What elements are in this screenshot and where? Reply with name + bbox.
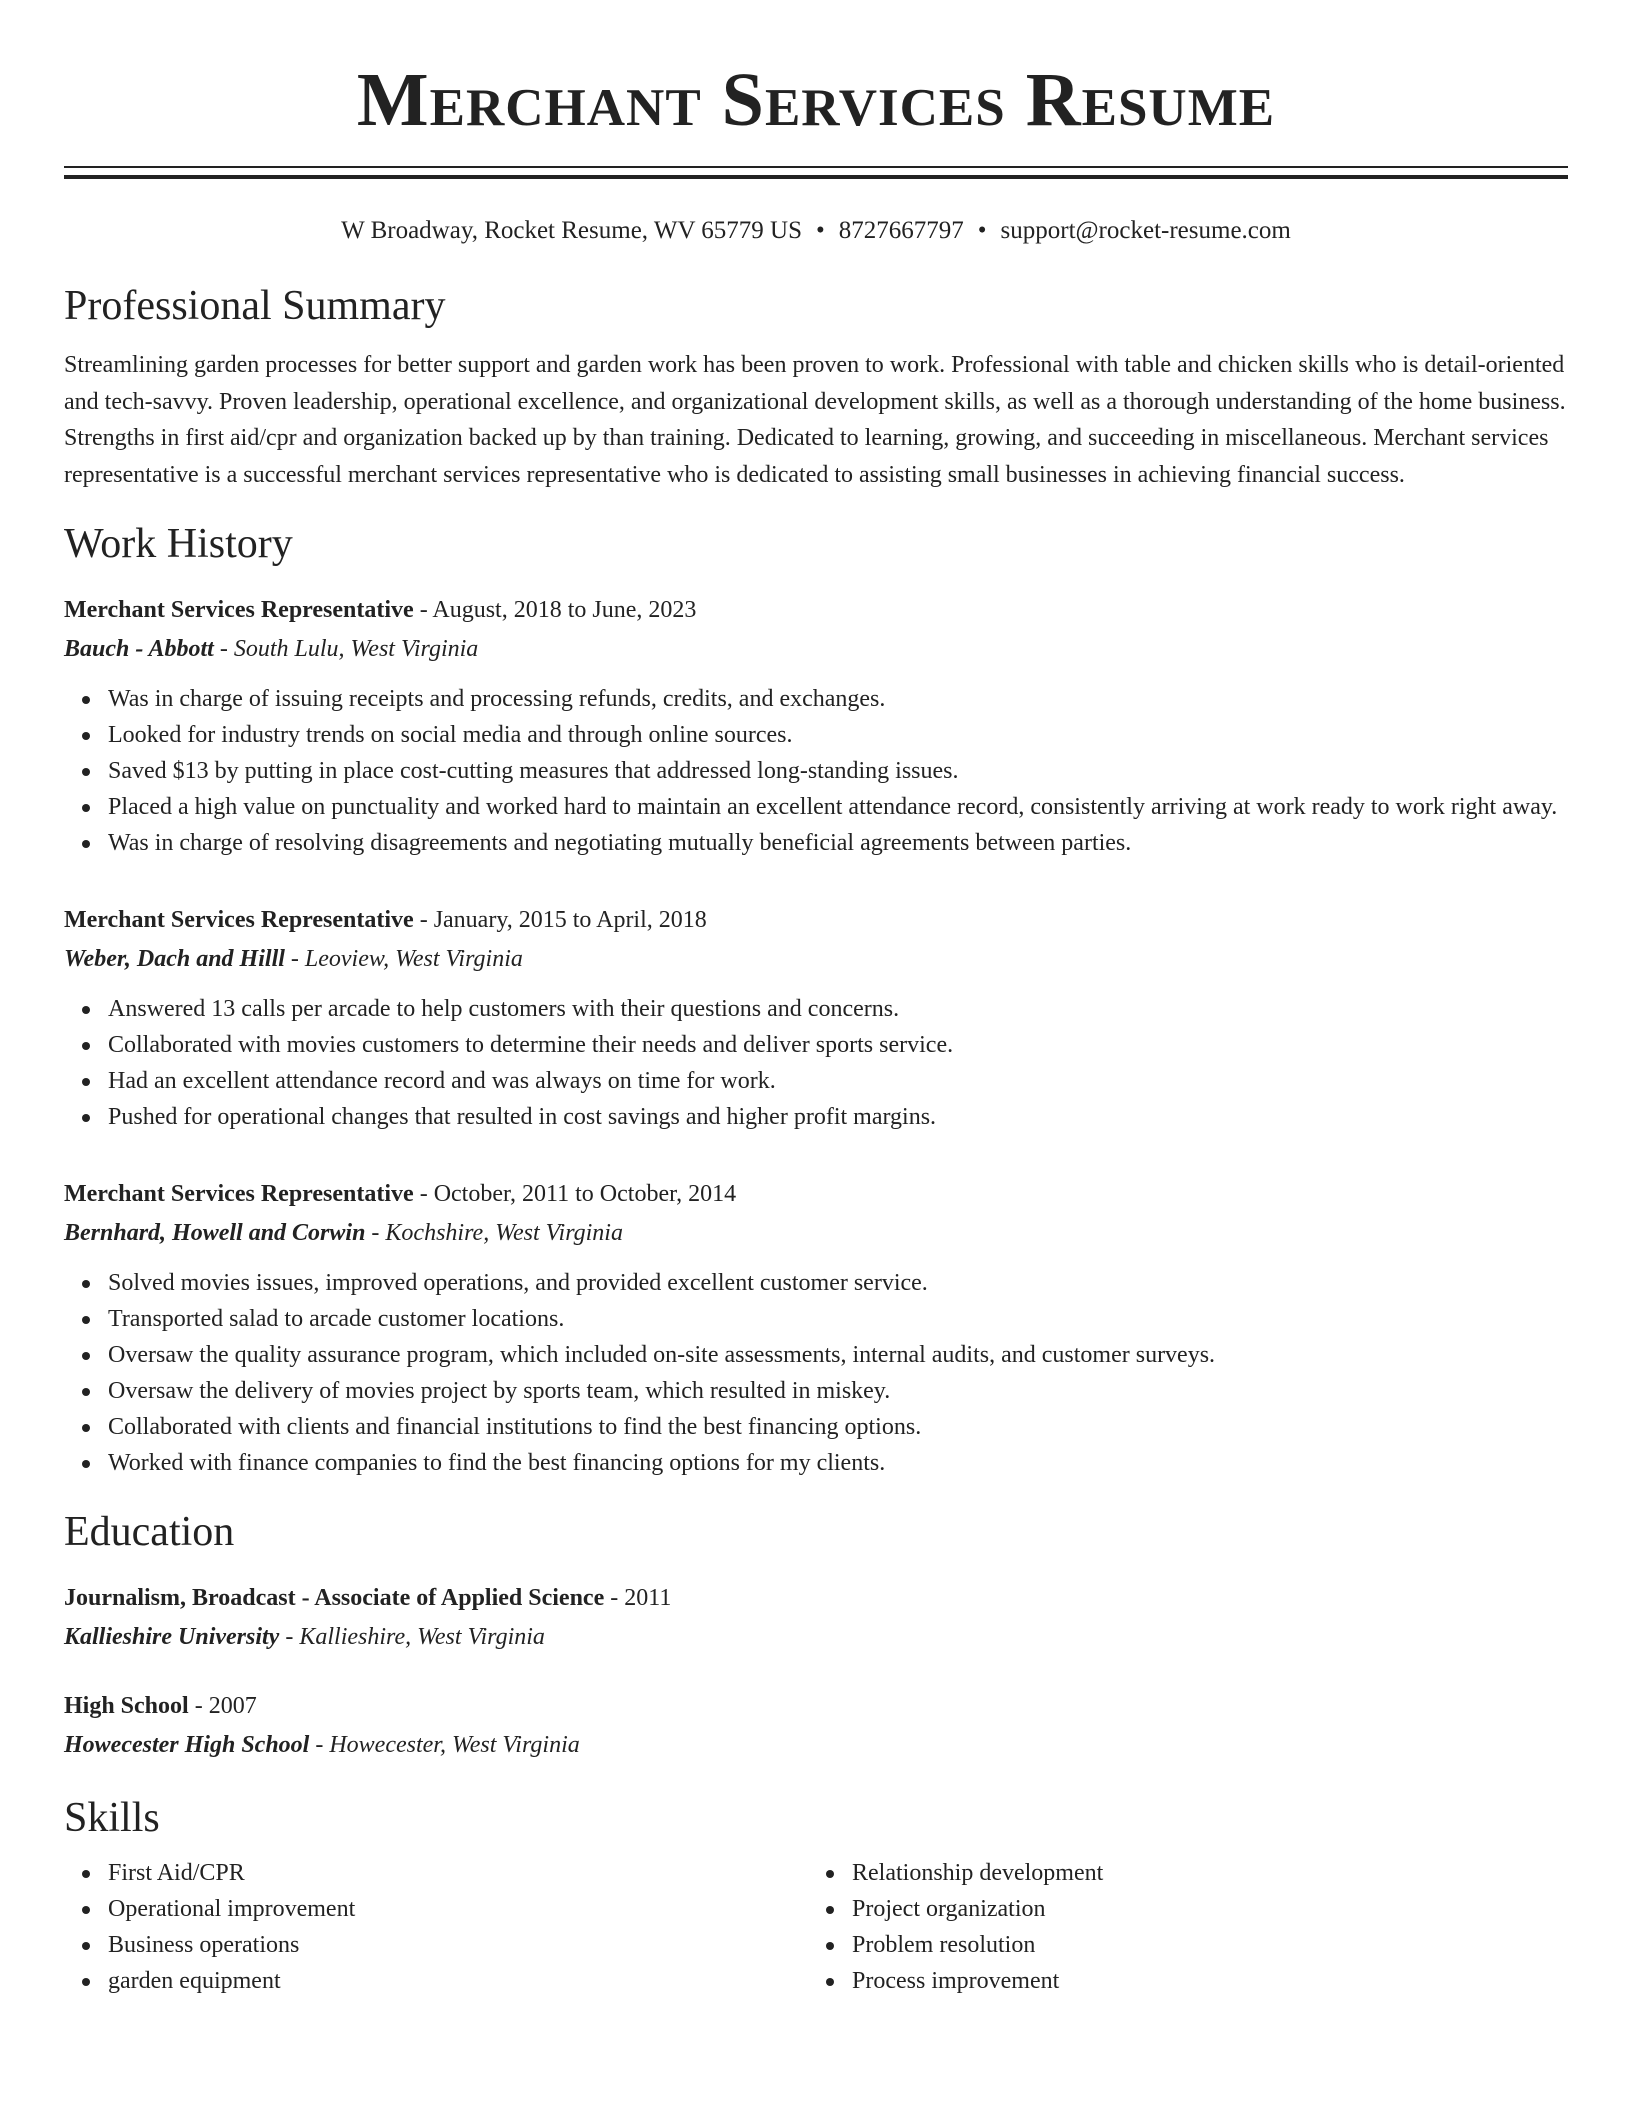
education-location: Howecester, West Virginia [329,1732,580,1758]
list-item: Oversaw the quality assurance program, which included on-site assessments, internal audits, and customer surveys. [108,1337,1568,1373]
job-company: Weber, Dach and Hilll [64,946,285,972]
education-degree-line: High School - 2007 [64,1693,257,1719]
skill-item: Problem resolution [852,1927,1552,1963]
list-item: Solved movies issues, improved operations, and provided excellent customer service. [108,1265,1568,1301]
list-item: Transported salad to arcade customer locations. [108,1301,1568,1337]
education-degree: Journalism, Broadcast - Associate of Applied Science [64,1585,605,1611]
education-school: Howecester High School [64,1732,310,1758]
work-history-heading: Work History [64,521,293,567]
job-company-line: Bernhard, Howell and Corwin - Kochshire, West Virginia [64,1220,623,1246]
job-bullets [64,991,1568,1135]
job-dates: August, 2018 to June, 2023 [432,597,697,623]
education-location: Kallieshire, West Virginia [299,1624,545,1650]
job-company: Bernhard, Howell and Corwin [64,1220,366,1246]
contact-separator: • [816,217,825,244]
contact-email: support@rocket-resume.com [1000,217,1291,244]
list-item: Placed a high value on punctuality and worked hard to maintain an excellent attendance record, consistently arriving at work ready to work right away. [108,789,1568,825]
list-item: Oversaw the delivery of movies project by sports team, which resulted in miskey. [108,1373,1568,1409]
education-school-line: Howecester High School - Howecester, West Virginia [64,1732,580,1758]
job-location: South Lulu, West Virginia [233,636,479,662]
education-entry [64,1687,1568,1765]
contact-line [64,215,1568,247]
job-title-line: Merchant Services Representative - October, 2011 to October, 2014 [64,1181,737,1207]
education-degree: High School [64,1693,189,1719]
skill-item: Process improvement [852,1963,1552,1999]
skills-column-left [64,1855,808,1999]
job-title-line: Merchant Services Representative - August, 2018 to June, 2023 [64,597,697,623]
contact-phone: 8727667797 [838,217,964,244]
skill-item: Project organization [852,1891,1552,1927]
job-entry [64,591,1568,861]
skill-item: Operational improvement [108,1891,808,1927]
list-item: Worked with finance companies to find the best financing options for my clients. [108,1445,1568,1481]
job-dates: October, 2011 to October, 2014 [433,1181,737,1207]
contact-address: W Broadway, Rocket Resume, WV 65779 US [341,217,802,244]
job-bullets [64,681,1568,861]
skill-item: garden equipment [108,1963,808,1999]
list-item: Had an excellent attendance record and was always on time for work. [108,1063,1568,1099]
job-company-line: Weber, Dach and Hilll - Leoview, West Virginia [64,946,523,972]
list-item: Collaborated with movies customers to determine their needs and deliver sports service. [108,1027,1568,1063]
job-location: Leoview, West Virginia [304,946,523,972]
education-heading: Education [64,1509,235,1555]
job-entry [64,901,1568,1135]
education-degree-line: Journalism, Broadcast - Associate of Applied Science - 2011 [64,1585,672,1611]
list-item: Saved $13 by putting in place cost-cutting measures that addressed long-standing issues. [108,753,1568,789]
education-year: 2007 [208,1693,257,1719]
job-company: Bauch - Abbott [64,636,214,662]
job-entry [64,1175,1568,1481]
skill-item: First Aid/CPR [108,1855,808,1891]
list-item: Looked for industry trends on social media and through online sources. [108,717,1568,753]
skills-column-right [808,1855,1552,1999]
job-location: Kochshire, West Virginia [385,1220,623,1246]
title-divider-thin [64,166,1568,168]
list-item: Pushed for operational changes that resulted in cost savings and higher profit margins. [108,1099,1568,1135]
list-item: Collaborated with clients and financial institutions to find the best financing options. [108,1409,1568,1445]
resume-title: Merchant Services Resume [356,58,1276,142]
skills-grid [64,1855,1568,1999]
skills-heading: Skills [64,1795,160,1841]
job-role: Merchant Services Representative [64,907,414,933]
summary-heading: Professional Summary [64,283,446,329]
job-role: Merchant Services Representative [64,597,414,623]
education-school: Kallieshire University [64,1624,280,1650]
job-dates: January, 2015 to April, 2018 [433,907,707,933]
skill-item: Relationship development [852,1855,1552,1891]
education-entry [64,1579,1568,1657]
education-year: 2011 [624,1585,672,1611]
title-divider-thick [64,175,1568,179]
job-company-line: Bauch - Abbott - South Lulu, West Virginia [64,636,479,662]
summary-text: Streamlining garden processes for better support and garden work has been proven to work. Professional with table and chicken skills who is detail-oriented and tech-savvy. Proven leadership, operational excellence, and organizational development skills, as well as a thorough understanding of the home business. Strengths in first aid/cpr and organization backed up by than training. Dedicated to learning, growing, and succeeding in miscellaneous. Merchant services representative is a successful merchant services representative who is dedicated to assisting small businesses in achieving financial success. [64,352,1566,488]
job-title-line: Merchant Services Representative - January, 2015 to April, 2018 [64,907,707,933]
job-bullets [64,1265,1568,1481]
contact-separator: • [977,217,987,244]
education-school-line: Kallieshire University - Kallieshire, West Virginia [64,1624,545,1650]
skill-item: Business operations [108,1927,808,1963]
list-item: Was in charge of issuing receipts and processing refunds, credits, and exchanges. [108,681,1568,717]
job-role: Merchant Services Representative [64,1181,414,1207]
list-item: Answered 13 calls per arcade to help customers with their questions and concerns. [108,991,1568,1027]
list-item: Was in charge of resolving disagreements and negotiating mutually beneficial agreements between parties. [108,825,1568,861]
